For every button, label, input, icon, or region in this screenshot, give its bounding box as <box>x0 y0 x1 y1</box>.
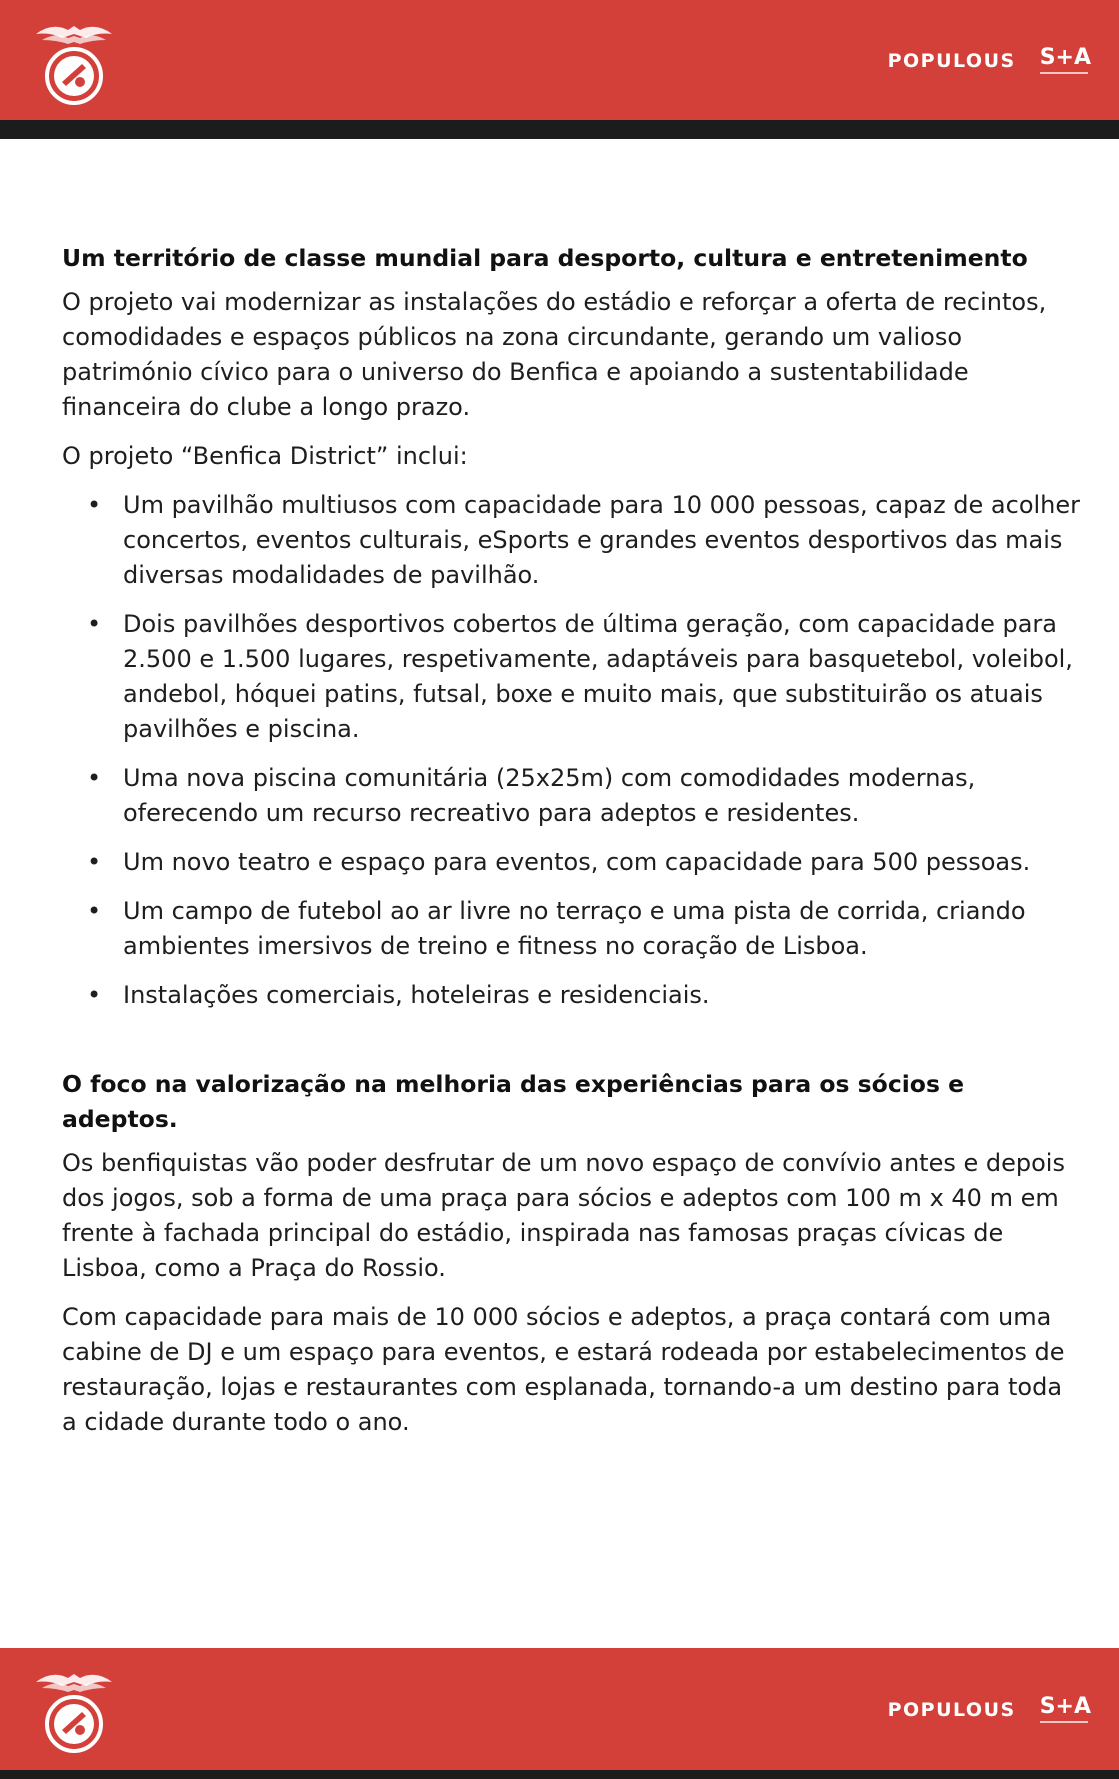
list-item <box>62 607 1082 747</box>
footer-divider <box>0 1770 1119 1779</box>
feature-list <box>62 488 1082 1013</box>
list-item-text: Um novo teatro e espaço para eventos, com capacidade para 500 pessoas. <box>123 848 1031 876</box>
list-item-text: Um campo de futebol ao ar livre no terraço e uma pista de corrida, criando ambientes imersivos de treino e fitness no coração de Lisboa. <box>123 897 1026 960</box>
sa-logo <box>1040 1695 1091 1723</box>
document-body <box>62 241 1082 1454</box>
list-item-text: Uma nova piscina comunitária (25x25m) com comodidades modernas, oferecendo um recurso recreativo para adeptos e residentes. <box>123 764 976 827</box>
sa-logo-text: S+A <box>1039 1694 1091 1719</box>
sa-logo-underline <box>1040 72 1088 74</box>
section-fan-experience <box>62 1067 1082 1440</box>
list-item-text: Um pavilhão multiusos com capacidade para 10 000 pessoas, capaz de acolher concertos, eventos culturais, eSports e grandes eventos desportivos das mais diversas modalidades de pavilhão. <box>123 491 1081 589</box>
populous-logo: POPULOUS <box>887 1699 1016 1721</box>
bullet-icon: • <box>87 610 102 638</box>
list-item-text: Instalações comerciais, hoteleiras e residenciais. <box>123 981 710 1009</box>
benfica-crest-icon <box>28 1664 120 1756</box>
footer-brand-logos <box>888 1695 1091 1723</box>
bullet-icon: • <box>87 491 102 519</box>
sa-logo-text: S+A <box>1039 45 1091 70</box>
sa-logo <box>1040 46 1091 74</box>
sa-logo-underline <box>1040 1721 1088 1723</box>
benfica-crest-icon <box>28 16 120 108</box>
paragraph: O projeto “Benfica District” inclui: <box>62 442 468 470</box>
list-item <box>62 488 1082 593</box>
header-divider <box>0 120 1119 139</box>
list-item <box>62 845 1082 880</box>
list-item <box>62 978 1082 1013</box>
populous-logo: POPULOUS <box>887 50 1016 72</box>
section-heading: Um território de classe mundial para desporto, cultura e entretenimento <box>62 244 1028 272</box>
paragraph: O projeto vai modernizar as instalações do estádio e reforçar a oferta de recintos, comodidades e espaços públicos na zona circundante, gerando um valioso património cívico para o universo do Benfica e apoiando a sustentabilidade financeira do clube a longo prazo. <box>62 288 1047 421</box>
list-item <box>62 761 1082 831</box>
paragraph: Com capacidade para mais de 10 000 sócios e adeptos, a praça contará com uma cabine de DJ e um espaço para eventos, e estará rodeada por estabelecimentos de restauração, lojas e restaurantes com esplanada, tornando-a um destino para toda a cidade durante todo o ano. <box>62 1303 1065 1436</box>
header-brand-logos <box>888 46 1091 74</box>
bullet-icon: • <box>87 897 102 925</box>
list-item-text: Dois pavilhões desportivos cobertos de última geração, com capacidade para 2.500 e 1.500 lugares, respetivamente, adaptáveis para basquetebol, voleibol, andebol, hóquei patins, futsal, boxe e muito mais, que substituirão os atuais pavilhões e piscina. <box>123 610 1073 743</box>
paragraph: Os benfiquistas vão poder desfrutar de um novo espaço de convívio antes e depois dos jogos, sob a forma de uma praça para sócios e adeptos com 100 m x 40 m em frente à fachada principal do estádio, inspirada nas famosas praças cívicas de Lisboa, como a Praça do Rossio. <box>62 1149 1065 1282</box>
bullet-icon: • <box>87 764 102 792</box>
bullet-icon: • <box>87 848 102 876</box>
list-item <box>62 894 1082 964</box>
bullet-icon: • <box>87 981 102 1009</box>
section-heading: O foco na valorização na melhoria das experiências para os sócios e adeptos. <box>62 1070 965 1133</box>
section-territory <box>62 241 1082 1013</box>
